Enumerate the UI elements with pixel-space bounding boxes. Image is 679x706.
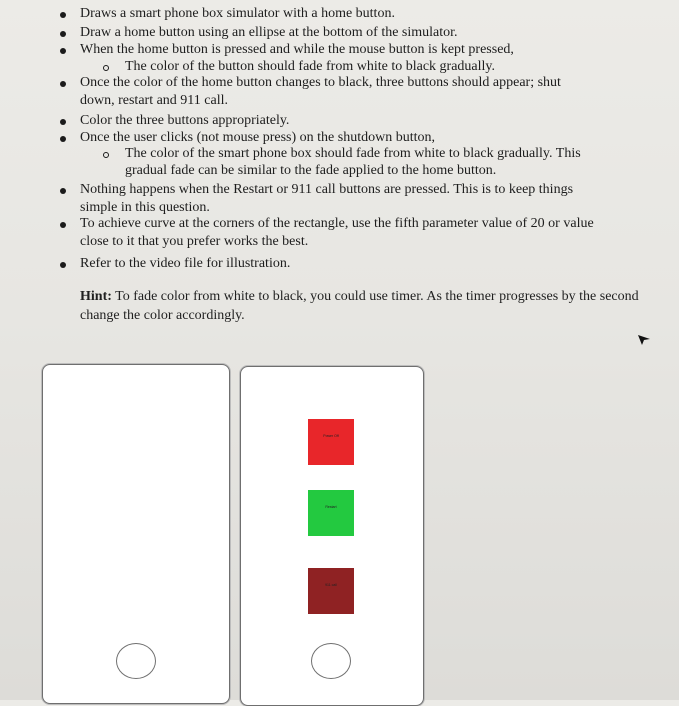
restart-label: Restart <box>325 505 337 509</box>
bullet-icon <box>60 31 66 37</box>
instruction-line: simple in this question. <box>80 200 210 215</box>
instruction-line: Refer to the video file for illustration. <box>80 256 291 271</box>
instruction-line: Draws a smart phone box simulator with a home button. <box>80 6 395 21</box>
bullet-icon <box>60 188 66 194</box>
phone-simulator-with-buttons <box>240 366 424 706</box>
instruction-line: The color of the smart phone box should fade from white to black gradually. This <box>125 146 581 161</box>
call-911-button[interactable] <box>308 568 354 614</box>
bullet-icon <box>60 119 66 125</box>
sub-bullet-icon <box>103 152 109 158</box>
bullet-icon <box>60 136 66 142</box>
instruction-line: down, restart and 911 call. <box>80 93 228 108</box>
bullet-icon <box>60 48 66 54</box>
hint-text: To fade color from white to black, you could use timer. As the timer progresses by the second change the color accordingly. <box>80 289 639 323</box>
instruction-line: close to it that you prefer works the best. <box>80 234 309 249</box>
power-off-button[interactable] <box>308 419 354 465</box>
home-button[interactable] <box>311 643 351 679</box>
call-911-label: 911 call <box>325 583 337 587</box>
bullet-icon <box>60 222 66 228</box>
mouse-cursor-icon <box>637 332 651 346</box>
instruction-line: gradual fade can be similar to the fade applied to the home button. <box>125 163 497 178</box>
phone-simulator-initial <box>42 364 230 704</box>
home-button[interactable] <box>116 643 156 679</box>
instruction-line: The color of the button should fade from white to black gradually. <box>125 59 495 74</box>
instruction-line: To achieve curve at the corners of the rectangle, use the fifth parameter value of 20 or value <box>80 216 594 231</box>
instruction-line: Once the user clicks (not mouse press) on the shutdown button, <box>80 130 435 145</box>
sub-bullet-icon <box>103 65 109 71</box>
hint-label: Hint: <box>80 289 112 304</box>
instruction-line: Draw a home button using an ellipse at the bottom of the simulator. <box>80 25 458 40</box>
instruction-line: Nothing happens when the Restart or 911 call buttons are pressed. This is to keep things <box>80 182 574 197</box>
hint-paragraph <box>80 287 650 325</box>
bullet-icon <box>60 12 66 18</box>
instruction-line: Once the color of the home button changes to black, three buttons should appear; shut <box>80 75 561 90</box>
restart-button[interactable] <box>308 490 354 536</box>
instruction-line: When the home button is pressed and while the mouse button is kept pressed, <box>80 42 514 57</box>
instruction-line: Color the three buttons appropriately. <box>80 113 290 128</box>
bullet-icon <box>60 81 66 87</box>
bullet-icon <box>60 262 66 268</box>
power-off-label: Power Off <box>323 434 339 438</box>
